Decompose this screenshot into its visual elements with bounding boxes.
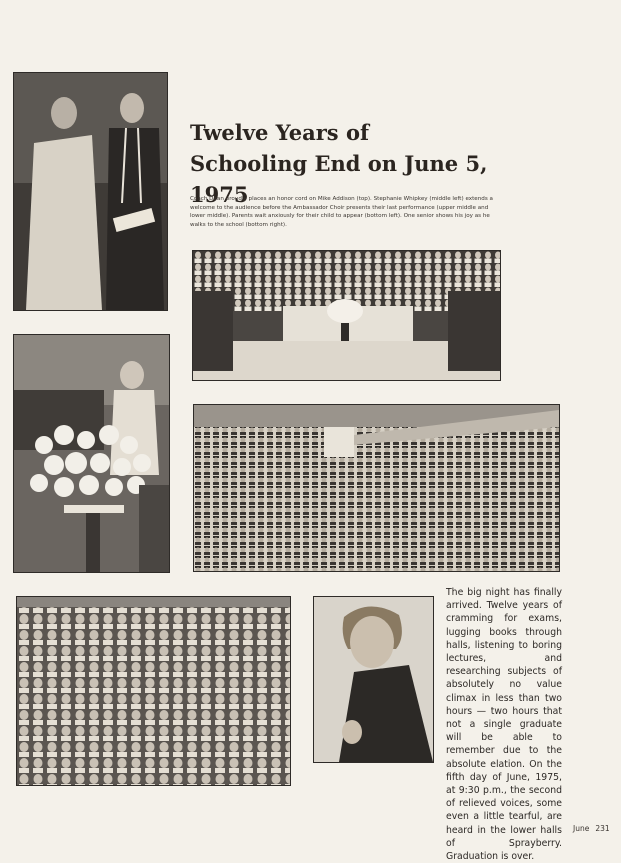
folio-page-number: 231 [595, 824, 610, 833]
article-body: The big night has finally arrived. Twelve years of cramming for exams, lugging books through halls, listening to boring lectures, and researching subjects of absolutely no value climax in less than two hours — two hours that not a single graduate will be able to remember due to the absolute elation. On the fifth day of June, 1975, at 9:30 p.m., the second of relieved voices, some even a little tearful, are heard in the lower halls of Sprayberry. Graduation is over. [446, 587, 562, 863]
photo-choir-stage [192, 250, 501, 381]
photo-graduates-auditorium [193, 404, 560, 572]
photo-parents-crowd [16, 596, 291, 786]
article-title: Twelve Years of Schooling End on June 5, 1975 [190, 120, 488, 207]
photo-honor-cord [13, 72, 168, 311]
photo-speaker-flowers [13, 334, 170, 573]
page-folio [573, 824, 616, 833]
photo-smiling-senior [313, 596, 434, 763]
folio-section: June [573, 824, 590, 833]
photo-caption: Coach Dean proudly places an honor cord on Mike Addison (top). Stephanie Whipkey (middle left) extends a welcome to the audience before the Ambassador Choir presents their last performance (upper middle and lower middle). Parents wait anxiously for their child to appear (bottom left). One senior shows his joy as he walks to the school (bottom right). [190, 196, 493, 228]
